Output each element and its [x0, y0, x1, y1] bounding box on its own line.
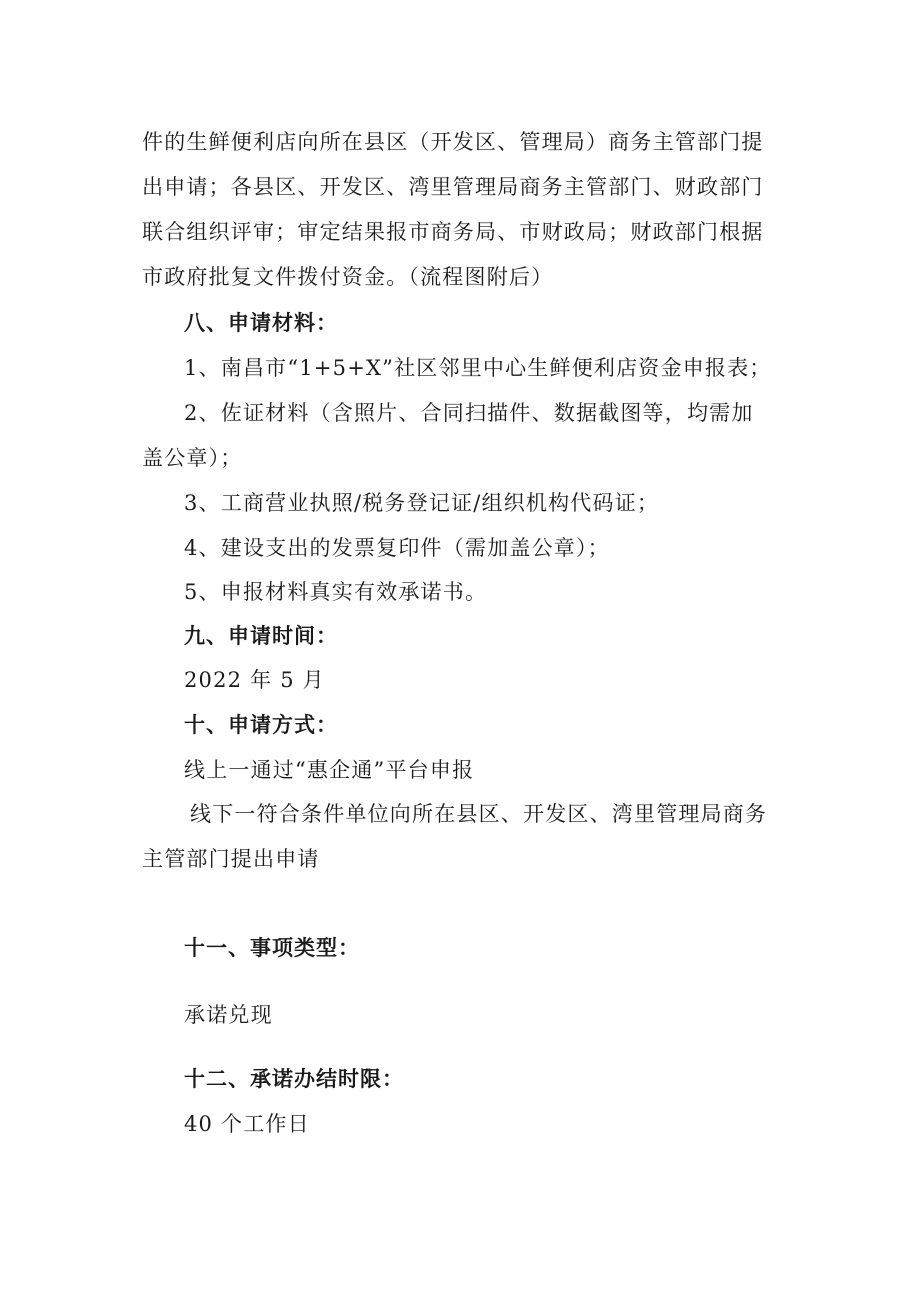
section-8-item-5: 5、申报材料真实有效承诺书。 [184, 580, 488, 604]
section-10-offline-line-1: 线下一符合条件单位向所在县区、开发区、湾里管理局商务 [190, 802, 768, 826]
section-12-value: 40 个工作日 [184, 1112, 310, 1136]
section-10-heading: 十、申请方式： [184, 713, 338, 737]
section-8-item-2-line-1: 2、佐证材料（含照片、合同扫描件、数据截图等，均需加 [184, 401, 754, 425]
intro-line-3: 联合组织评审；审定结果报市商务局、市财政局；财政部门根据 [142, 220, 764, 244]
section-11-heading: 十一、事项类型： [184, 936, 360, 960]
section-10-online: 线上一通过“惠企通”平台申报 [184, 758, 475, 782]
section-12-heading: 十二、承诺办结时限： [184, 1067, 404, 1091]
section-8-item-4: 4、建设支出的发票复印件（需加盖公章）； [184, 536, 610, 560]
section-8-item-2-line-2: 盖公章）； [142, 446, 243, 470]
section-9-heading: 九、申请时间： [184, 624, 338, 648]
section-9-value: 2022 年 5 月 [184, 668, 325, 692]
section-8-item-3: 3、工商营业执照/税务登记证/组织机构代码证； [184, 491, 660, 515]
intro-line-4: 市政府批复文件拨付资金。（流程图附后） [142, 265, 554, 289]
section-8-heading: 八、申请材料： [184, 311, 338, 335]
section-10-offline-line-2: 主管部门提出申请 [142, 847, 320, 871]
section-8-item-1: 1、南昌市“1+5+X”社区邻里中心生鲜便利店资金申报表； [184, 356, 772, 380]
section-11-value: 承诺兑现 [184, 1003, 273, 1027]
intro-line-1: 件的生鲜便利店向所在县区（开发区、管理局）商务主管部门提 [142, 130, 764, 154]
intro-line-2: 出申请；各县区、开发区、湾里管理局商务主管部门、财政部门 [142, 175, 764, 199]
